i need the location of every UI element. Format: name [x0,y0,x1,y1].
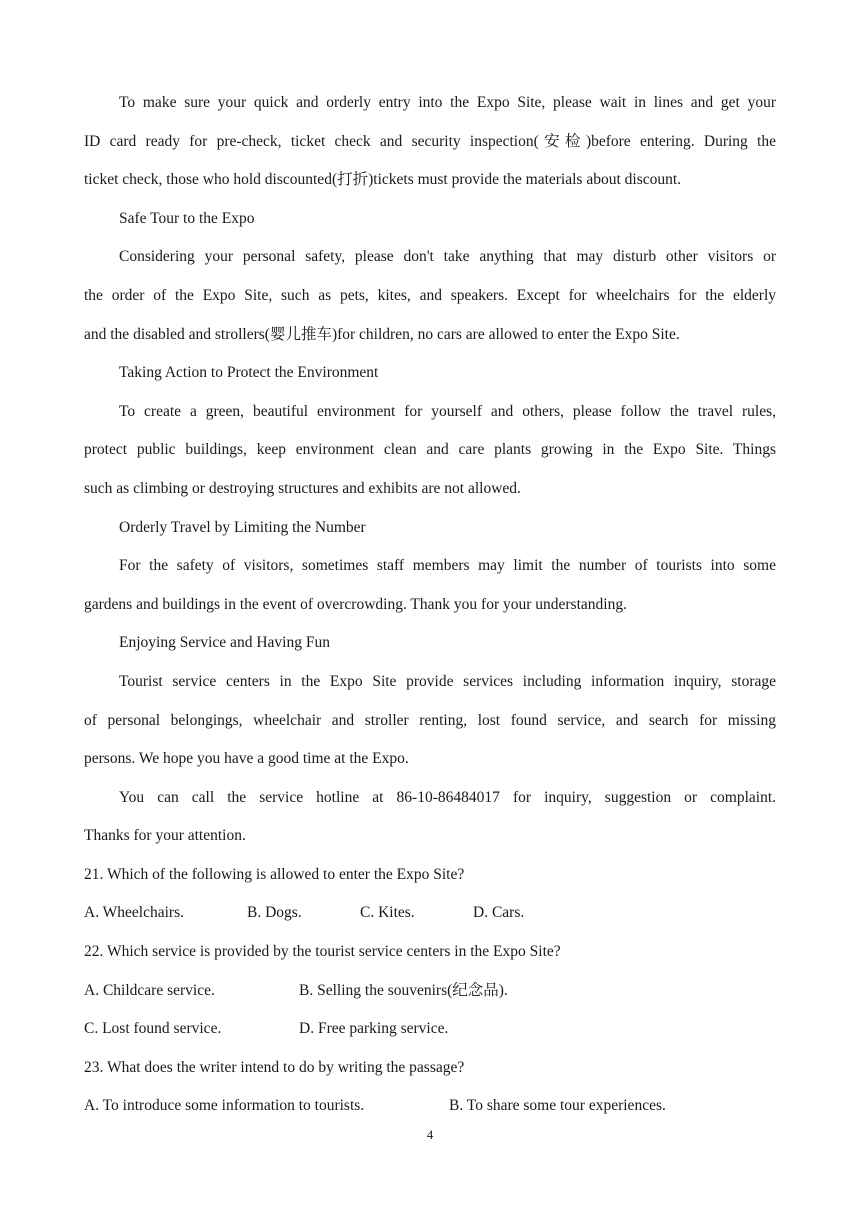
paragraph-service-line-2: of personal belongings, wheelchair and stroller renting, lost found service, and search for missing [84,711,776,729]
question-23-stem: 23. What does the writer intend to do by writing the passage? [84,1058,465,1076]
section-heading-environment: Taking Action to Protect the Environment [119,364,379,382]
paragraph-entry-line-1: To make sure your quick and orderly entry into the Expo Site, please wait in lines and get your [119,94,776,111]
question-21-option-c: C. Kites. [360,904,415,922]
question-23-option-b: B. To share some tour experiences. [449,1097,666,1115]
question-22-options-row-2 [84,1010,776,1049]
section-heading-service: Enjoying Service and Having Fun [119,634,330,652]
paragraph-safety-line-2: the order of the Expo Site, such as pets, kites, and speakers. Except for wheelchairs for the elderly [84,286,776,304]
paragraph-environment-line-3: such as climbing or destroying structures and exhibits are not allowed. [84,479,521,497]
page-number: 4 [426,1127,434,1142]
question-22-option-d: D. Free parking service. [299,1020,449,1038]
question-22-option-b: B. Selling the souvenirs(纪念品). [299,981,508,999]
paragraph-safety-line-1: Considering your personal safety, please don't take anything that may disturb other visitors or [119,248,776,266]
question-21-option-b: B. Dogs. [247,904,302,922]
question-21-option-a: A. Wheelchairs. [84,904,184,922]
paragraph-entry-line-2: ID card ready for pre-check, ticket check and security inspection(安检)before entering. During the [84,132,776,150]
question-21-option-d: D. Cars. [473,904,525,922]
question-22-option-a: A. Childcare service. [84,981,215,999]
question-23-option-a: A. To introduce some information to tourists. [84,1097,365,1115]
paragraph-environment-line-1: To create a green, beautiful environment for yourself and others, please follow the travel rules, [119,402,776,420]
paragraph-limit-line-2: gardens and buildings in the event of overcrowding. Thank you for your understanding. [84,595,627,613]
question-23-options-row-1 [84,1087,776,1126]
question-22-option-c: C. Lost found service. [84,1020,222,1038]
paragraph-service-line-3: persons. We hope you have a good time at the Expo. [84,750,409,768]
paragraph-hotline-line-2: Thanks for your attention. [84,827,246,845]
question-22-stem: 22. Which service is provided by the tourist service centers in the Expo Site? [84,943,561,961]
paragraph-safety-line-3: and the disabled and strollers(婴儿推车)for children, no cars are allowed to enter the Expo Site. [84,325,680,343]
question-21-stem: 21. Which of the following is allowed to enter the Expo Site? [84,865,465,883]
question-21-options [84,894,776,933]
paragraph-hotline-line-1: You can call the service hotline at 86-10-86484017 for inquiry, suggestion or complaint. [119,788,776,806]
section-heading-safe-tour: Safe Tour to the Expo [119,209,255,227]
section-heading-orderly-travel: Orderly Travel by Limiting the Number [119,518,366,536]
paragraph-limit-line-1: For the safety of visitors, sometimes staff members may limit the number of tourists into some [119,557,776,575]
paragraph-environment-line-2: protect public buildings, keep environment clean and care plants growing in the Expo Site. Things [84,441,776,459]
paragraph-service-line-1: Tourist service centers in the Expo Site provide services including information inquiry, storage [119,672,776,690]
paragraph-entry-line-3: ticket check, those who hold discounted(打折)tickets must provide the materials about discount. [84,171,682,189]
document-page [84,84,776,1126]
question-22-options-row-1 [84,972,776,1011]
